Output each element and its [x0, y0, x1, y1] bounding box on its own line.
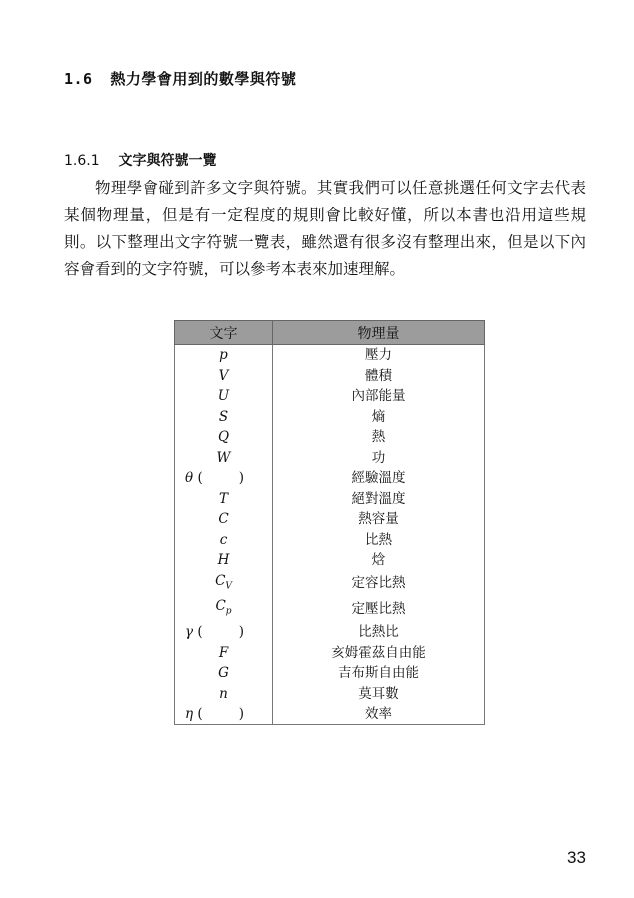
- paren-close: ): [238, 624, 244, 641]
- symbol-cell: [175, 683, 273, 704]
- symbol-cell: [175, 642, 273, 663]
- paren-open: (: [197, 624, 203, 641]
- symbol-cell: [175, 530, 273, 551]
- body-paragraph: 物理學會碰到許多文字與符號。其實我們可以任意挑選任何文字去代表某個物理量，但是有一定程度的規則會比較好懂，所以本書也沿用這些規則。以下整理出文字符號一覽表，雖然還有很多沒有整理出來，但是以下內容會看到的文字符號，可以參考本表來加速理解。: [64, 179, 586, 278]
- table-row: [175, 407, 485, 428]
- symbol-cell: [175, 663, 273, 684]
- symbol-text: C: [215, 572, 226, 589]
- symbol-cell: [175, 489, 273, 510]
- quantity-cell: 定容比熱: [351, 575, 406, 592]
- table-row: [175, 468, 485, 489]
- subsection-heading: 文字與符號一覽: [118, 153, 217, 169]
- table-row: [175, 550, 485, 571]
- quantity-cell: 功: [371, 449, 386, 466]
- quantity-cell: 經驗溫度: [351, 470, 406, 487]
- symbol-cell: [175, 550, 273, 571]
- table-row: [175, 596, 485, 622]
- symbol-cell: [175, 509, 273, 530]
- symbol-text: V: [218, 367, 229, 384]
- quantity-cell: 熱: [371, 429, 386, 446]
- symbol-cell: [175, 427, 273, 448]
- symbol-table: [174, 320, 485, 725]
- quantity-cell: 體積: [365, 367, 392, 384]
- symbol-text: C: [218, 511, 229, 528]
- table-row: [175, 704, 485, 725]
- symbol-text: η: [185, 706, 194, 723]
- symbol-text: γ: [185, 624, 194, 641]
- subsection-title: [64, 150, 217, 170]
- table-row: [175, 366, 485, 387]
- table-row: [175, 509, 485, 530]
- table-row: [175, 530, 485, 551]
- symbol-subscript: p: [225, 606, 232, 617]
- symbol-subscript: V: [225, 581, 232, 592]
- symbol-cell: [175, 407, 273, 428]
- table-row: [175, 683, 485, 704]
- symbol-text: U: [217, 388, 230, 405]
- symbol-cell: [175, 366, 273, 387]
- header-quantity: 物理量: [273, 321, 485, 345]
- symbol-text: T: [218, 490, 228, 507]
- symbol-text: C: [215, 598, 226, 615]
- paren-close: ): [238, 706, 244, 723]
- quantity-cell: 效率: [365, 706, 392, 723]
- quantity-cell: 熱容量: [358, 511, 399, 528]
- symbol-cell: [175, 704, 273, 725]
- quantity-cell: 比熱比: [358, 624, 399, 641]
- quantity-cell: 熵: [371, 408, 386, 425]
- table-row: [175, 571, 485, 597]
- quantity-cell: 絕對溫度: [351, 490, 406, 507]
- paren-open: (: [197, 706, 203, 723]
- symbol-cell: [175, 386, 273, 407]
- paren-open: (: [197, 470, 203, 487]
- quantity-cell: 吉布斯自由能: [338, 665, 419, 682]
- table-row: [175, 427, 485, 448]
- symbol-cell: [175, 571, 273, 597]
- symbol-text: F: [218, 644, 229, 661]
- table-row: [175, 489, 485, 510]
- quantity-cell: 比熱: [365, 531, 392, 548]
- subsection-number: 1.6.1: [64, 153, 100, 169]
- page-number: 33: [567, 848, 586, 867]
- section-title: [64, 68, 296, 89]
- symbol-cell: [175, 345, 273, 366]
- table-row: [175, 448, 485, 469]
- symbol-text: θ: [185, 470, 194, 487]
- symbol-text: n: [219, 685, 228, 702]
- symbol-text: p: [219, 347, 228, 364]
- table-row: [175, 642, 485, 663]
- section-number: 1.6: [64, 70, 93, 88]
- table-body: [175, 345, 485, 725]
- symbol-text: Q: [217, 429, 230, 446]
- section-heading: 熱力學會用到的數學與符號: [110, 70, 297, 88]
- symbol-text: G: [218, 665, 229, 682]
- symbol-cell: [175, 468, 273, 489]
- table-row: [175, 663, 485, 684]
- symbol-cell: [175, 448, 273, 469]
- symbol-text: W: [216, 449, 231, 466]
- quantity-cell: 內部能量: [351, 388, 406, 405]
- table-row: [175, 386, 485, 407]
- table-header-row: [175, 321, 485, 345]
- quantity-cell: 壓力: [365, 347, 392, 364]
- paren-close: ): [238, 470, 244, 487]
- symbol-cell: [175, 596, 273, 622]
- symbol-text: c: [219, 531, 228, 548]
- quantity-cell: 定壓比熱: [351, 601, 406, 618]
- symbol-text: H: [217, 552, 230, 569]
- symbol-cell: [175, 622, 273, 643]
- table-row: [175, 345, 485, 366]
- quantity-cell: 莫耳數: [358, 685, 399, 702]
- symbol-text: S: [218, 408, 229, 425]
- quantity-cell: 焓: [371, 552, 386, 569]
- header-symbol: 文字: [175, 321, 273, 345]
- table-row: [175, 622, 485, 643]
- quantity-cell: 亥姆霍茲自由能: [331, 644, 426, 661]
